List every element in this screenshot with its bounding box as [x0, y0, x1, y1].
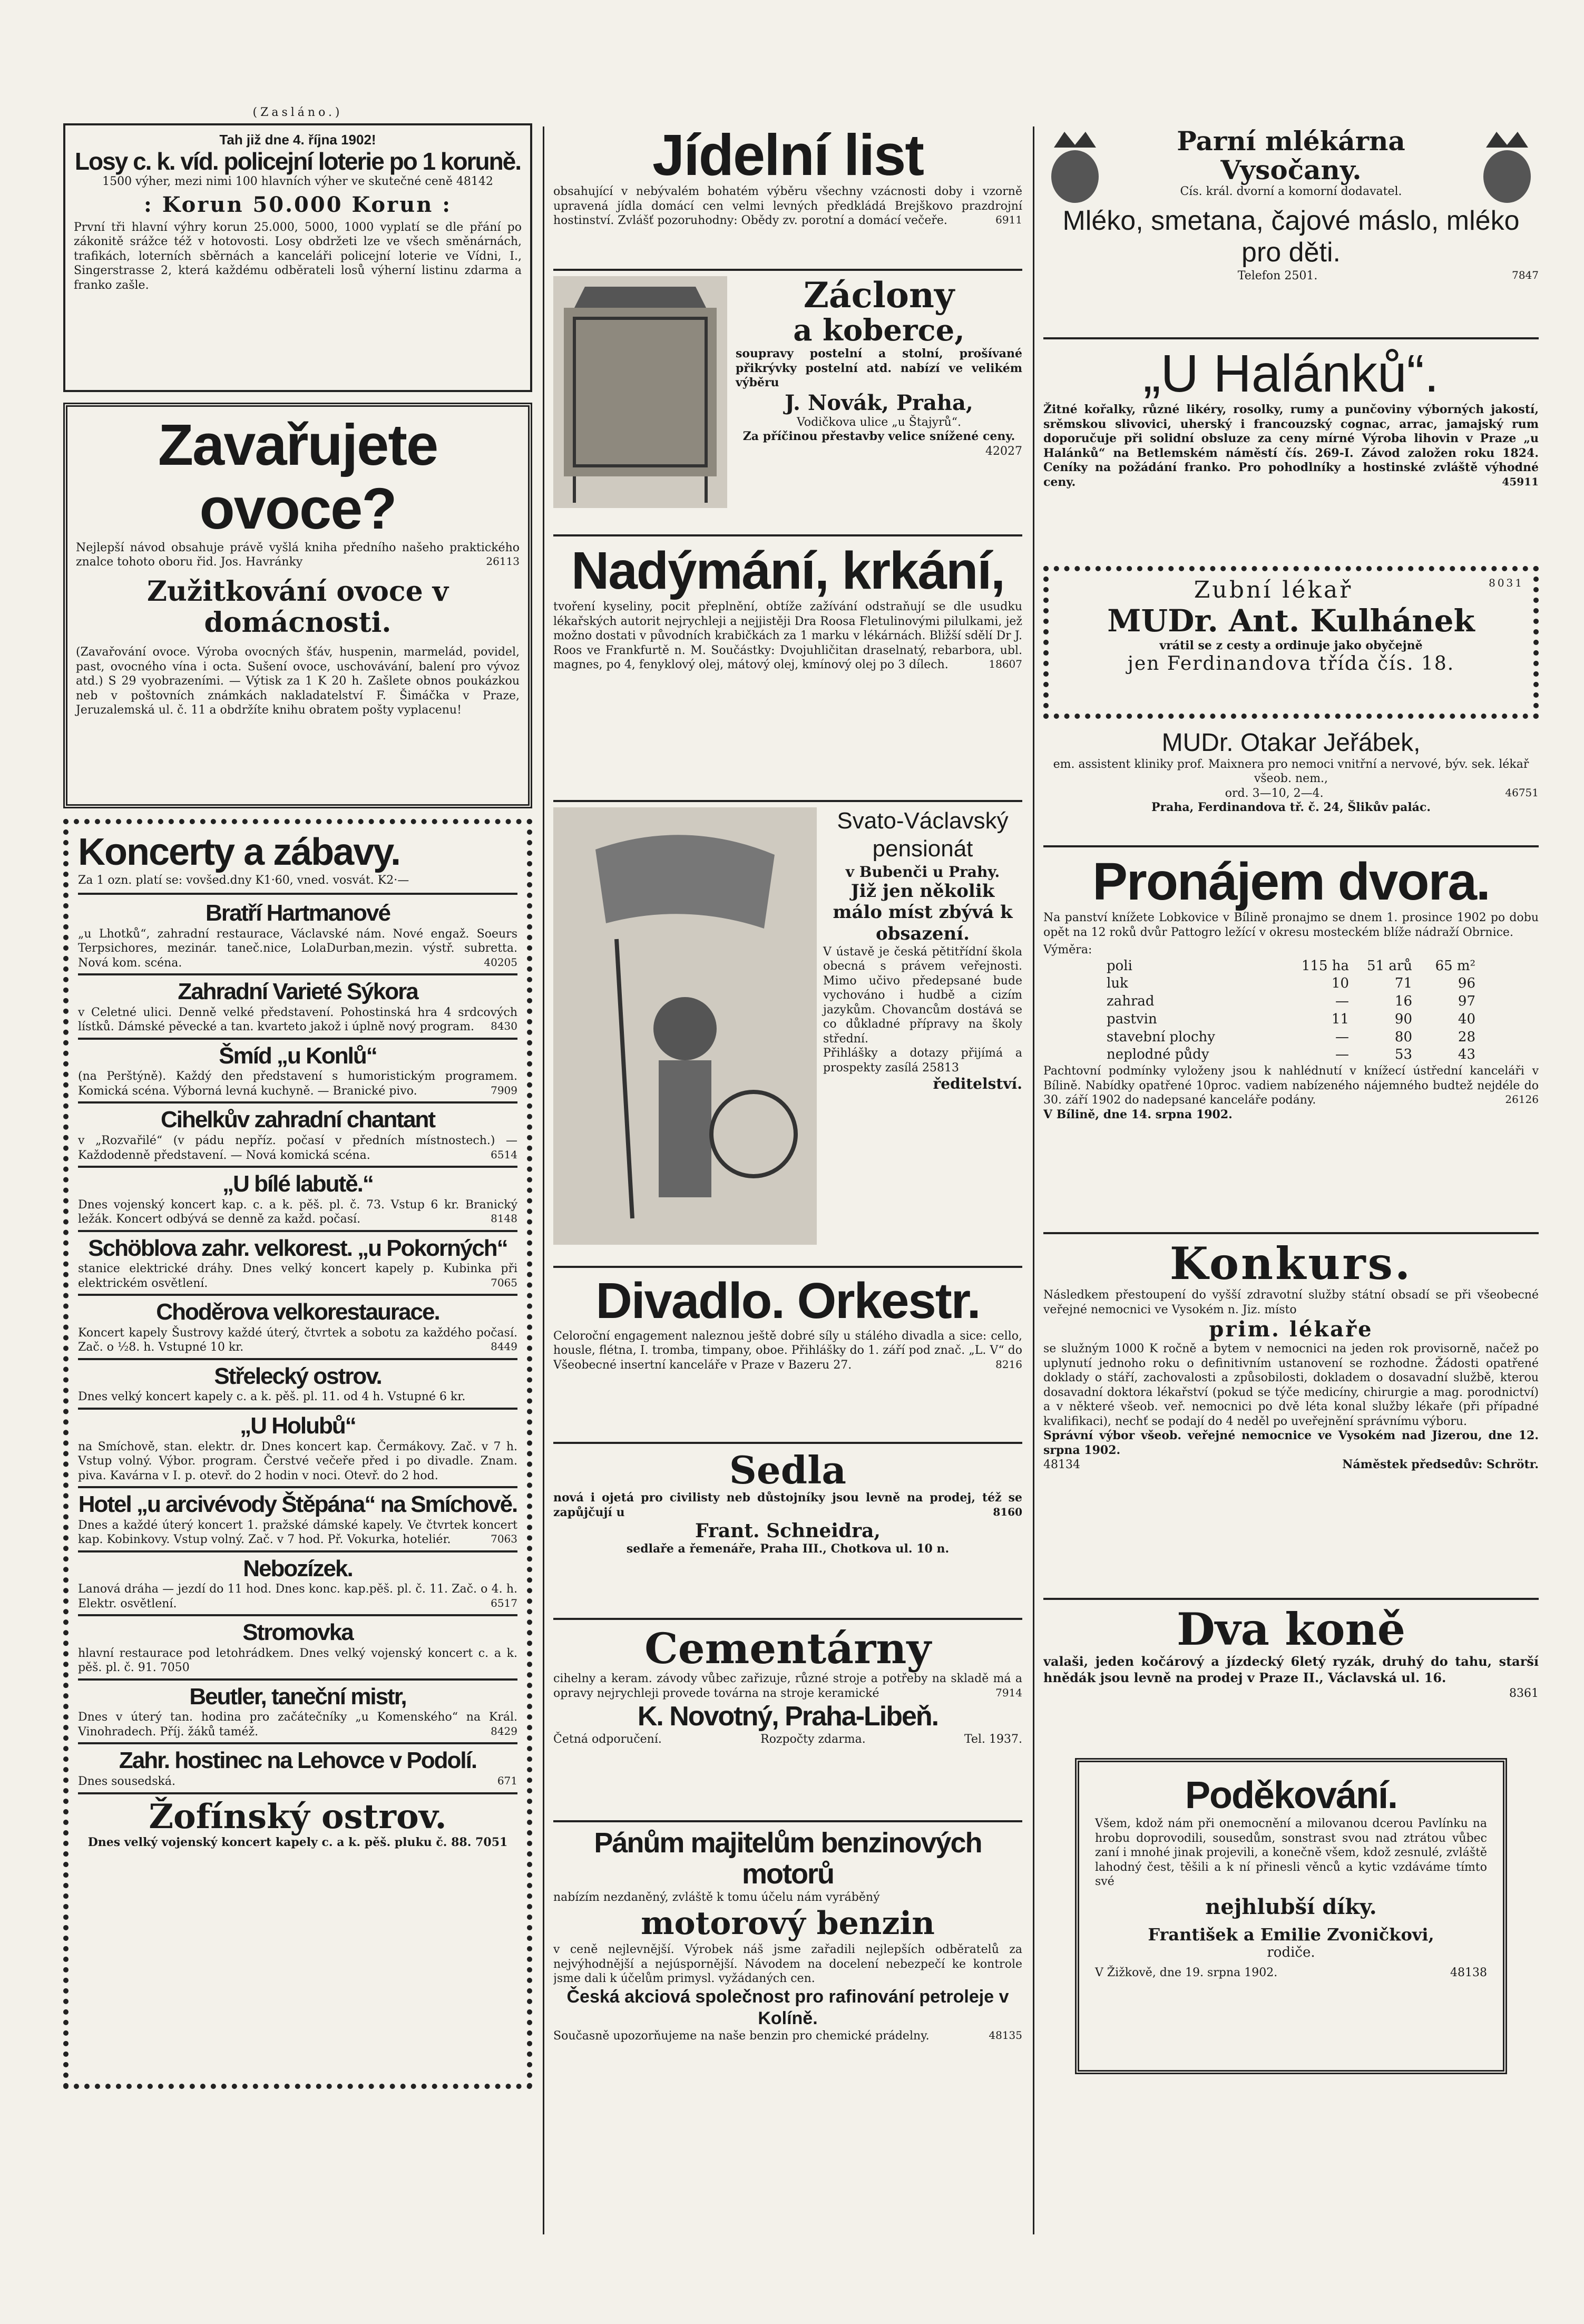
konkurs-post: prim. lékaře — [1209, 1317, 1373, 1342]
nadymani-body: tvoření kyseliny, pocit přeplnění, obtíže zažívání odstraňují se dle usudku lékařských autorit nejrychleji a nejjistěji Dra Roosa Fletulinovými pilulkami, jež možno dostati v původních krabičkách za 1 marku v lékárnách. Bližší sdělí Dr J. Roos ve Frankfurtě n. M. Součástky: Dvojuhličitan draselnatý, rebarbora, ubl. magnes, po 4, fenyklový olej, mátový olej, kmínový olej po 3 dílech. 18607 — [553, 600, 1022, 671]
ad-pensionat — [553, 807, 1022, 1255]
mlekarna-sub: Cís. král. dvorní a komorní dodavatel. — [1180, 185, 1402, 198]
ad-losy — [63, 123, 532, 392]
pensionat-title: Svato-Václavský pensionát — [837, 808, 1009, 862]
vymera-row: neplodné půdy — 53 43 — [1107, 1047, 1475, 1063]
divadlo-body: Celoroční engagement naleznou ještě dobré síly u stálého divadla a sice: cello, housle, flétna, I. tromba, timpany, oboe. Přihlášky do 1. září pod znač. „L. V“ do Všeobecné insertní kanceláře v Praze v Bazeru 27. 8216 — [553, 1329, 1022, 1372]
ad-benzin — [553, 1828, 1022, 2123]
pensionat-body: V ústavě je česká pětitřídní škola obecná s právem veřejnosti. Mimo učivo předepsané bude vychováno i hudbě a cizím jazykům. Chovancům dostává se co důkladné přípravy na školy střední. — [823, 945, 1022, 1046]
ad-dvur — [1043, 853, 1539, 1222]
column-3 — [1043, 105, 1539, 2074]
koncert-item-text: stanice elektrické dráhy. Dnes velký koncert kapely p. Kubinka při elektrickém osvětlení. 7065 — [78, 1262, 517, 1290]
jerabek-name: MUDr. Otakar Jeřábek, — [1161, 729, 1421, 757]
divider — [553, 534, 1022, 536]
ad-mlekarna — [1043, 126, 1539, 327]
koncert-item-name: Nebozízek. — [243, 1555, 353, 1581]
divider — [78, 1792, 517, 1794]
konkurs-sign: Správní výbor všeob. veřejné nemocnice ve Vysokém nad Jizerou, dne 12. srpna 1902. — [1043, 1429, 1539, 1457]
pensionat-text — [823, 807, 1022, 1255]
zaclony-addr: Vodičkova ulice „u Štajyrů“. — [796, 415, 961, 429]
koncert-item-name: Cihelkův zahradní chantant — [160, 1107, 435, 1133]
koncert-item-name: Zahr. hostinec na Lehovce v Podolí. — [119, 1747, 477, 1774]
dvur-label: Výměra: — [1043, 943, 1092, 956]
koncert-item-text: hlavní restaurace pod letohrádkem. Dnes velký vojenský koncert c. a k. pěš. pl. č. 91. 7050 — [78, 1646, 517, 1675]
divider — [78, 1678, 517, 1681]
zubni-mid: vrátil se z cesty a ordinuje jako obyčejně — [1159, 638, 1423, 652]
zaslano-label: (Zasláno.) — [252, 106, 343, 119]
ovoce-intro: Nejlepší návod obsahuje právě vyšlá kniha předního našeho praktického znalce tohoto oboru řid. Jos. Havránky 26113 — [76, 541, 520, 569]
divider — [78, 1166, 517, 1168]
jidelni-body: obsahující v nebývalém bohatém výběru všechny vzácnosti doby i vzorně upravená jídla domácí cen velmi levných předkládá Brejškovo prazdrojní hostinství. Zvlášť pozoruhodny: Obědy zv. porotní a domácí večeře. 6911 — [553, 185, 1022, 227]
carpet-illustration — [553, 276, 727, 508]
kone-code: 8361 — [1509, 1686, 1539, 1700]
ad-sedla — [553, 1449, 1022, 1607]
cementarny-foot: Četná odporučení. Rozpočty zdarma. Tel. 1937. — [553, 1733, 1022, 1746]
divider — [78, 1614, 517, 1616]
divadlo-title: Divadlo. Orkestr. — [595, 1273, 980, 1329]
divider — [78, 973, 517, 975]
koncert-item — [78, 979, 517, 1040]
zaclony-title2: a koberce, — [793, 313, 965, 348]
crown-emblem-icon — [1043, 126, 1107, 206]
zaclony-note: Za příčinou přestavby velice snížené ceny. — [742, 429, 1015, 444]
divider — [78, 1486, 517, 1488]
jerabek-addr: Praha, Ferdinandova tř. č. 24, Šlikův palác. — [1151, 800, 1431, 815]
divider — [553, 1266, 1022, 1268]
konkurs-body2: se služným 1000 K ročně a bytem v nemocnici na jeden rok provisorně, načež po uplynutí jednoho roku o definitivním ustanovení se rozhodne. Žádosti opatřené doklady o stáří, zachovalosti a způsobilosti, dokladem o dosavadní službě, kterou dosavadní doktora lékařství (pokud se týče medicíny, chirurgie a mag. porodnictví) a v některé všeob. veř. nemocnici po dvě léta konal služby lékaře (při případné kvalifikaci), nechť se podají do 4 neděl po uveřejnění správnímu výboru. — [1043, 1342, 1539, 1428]
vymera-row: luk 10 71 96 — [1107, 975, 1475, 992]
ovoce-title: Zavařujete ovoce? — [158, 412, 438, 541]
koncert-item-text: v „Rozvařilé“ (v pádu nepříz. počasí v předních místnostech.) — Každodenně představení. — Nová komická scéna. 6514 — [78, 1134, 517, 1162]
zaclony-firm: J. Novák, Praha, — [785, 390, 973, 415]
column-1 — [63, 105, 532, 2100]
benzin-title1: Pánům majitelům benzinových motorů — [594, 1828, 982, 1890]
konkurs-foot: 48134 Náměstek předsedův: Schrötr. — [1043, 1458, 1539, 1472]
ad-konkurs — [1043, 1239, 1539, 1587]
ad-nadymani — [553, 542, 1022, 789]
divider — [553, 1820, 1022, 1822]
jidelni-title: Jídelní list — [652, 126, 923, 188]
sedla-firm: Frant. Schneidra, — [695, 1520, 881, 1542]
koncerty-price: Za 1 ozn. platí se: vovšed.dny K1·60, vned. vosvát. K2·— — [78, 873, 409, 887]
podekovani-thanks: nejhlubší díky. — [1205, 1894, 1377, 1919]
halanku-body: Žitné kořalky, různé likéry, rosolky, rumy a punčoviny výborných jakostí, srěmskou slivovici, uherský i francouzský cognac, arrac, jamajský rum doporučuje při solidní obsluze za ceny mírné Výroba lihovin v Praze „u Halánků“ na Betlemském náměstí čís. 269-I. Závod založen roku 1824. Ceníky na požádání franko. Pro pohodlníky a hostinské zvláště výhodné ceny. 45911 — [1043, 403, 1539, 489]
koncert-item-text: Dnes v úterý tan. hodina pro začátečníky „u Komenského“ na Král. Vinohradech. Příj. žáků taméž. 8429 — [78, 1711, 517, 1739]
divider — [78, 1550, 517, 1552]
pensionat-lead: Již jen několik málo míst zbývá k obsazení. — [833, 880, 1013, 945]
koncert-item-text: Dnes velký koncert kapely c. a k. pěš. pl. 11. od 4 h. Vstupné 6 kr. — [78, 1390, 466, 1404]
ad-jerabek — [1043, 729, 1539, 835]
zaclony-text — [736, 276, 1022, 524]
vymera-row: pastvin 11 90 40 — [1107, 1011, 1475, 1027]
koncert-item — [78, 1043, 517, 1104]
podekovani-title: Poděkování. — [1185, 1774, 1397, 1817]
koncert-item — [78, 1619, 517, 1681]
konkurs-title: Konkurs. — [1169, 1239, 1413, 1290]
dvur-intro: Na panství knížete Lobkovice v Bílině pronajmo se dnem 1. prosince 1902 po dobu opět na 12 roků dvůr Pattogro ležící v okresu mosteckém blíže nádraží Obrnice. — [1043, 911, 1539, 939]
pensionat-note: Přihlášky a dotazy přijímá a prospekty zasílá 25813 — [823, 1047, 1022, 1075]
benzin-body2: v ceně nejlevnější. Výrobek náš jsme zařadili nejlepších odběratelů za nejvýhodnější a nejúspornější. Návodem na docelení nebezpečí ke kontrole jsme dali k účelům primysl. vyžádaných cen. — [553, 1943, 1022, 1986]
divider — [78, 1358, 517, 1360]
ad-halanku — [1043, 345, 1539, 555]
ad-ovoce — [63, 403, 532, 808]
koncert-item-text: Dnes a každé úterý koncert 1. pražské dámské kapely. Ve čtvrtek koncert kap. Kobinkovy. Vstup volný. Zač. v 7 hod. Př. Vokurka, hoteliér. 7063 — [78, 1518, 517, 1547]
benzin-title2: motorový benzin — [641, 1905, 935, 1942]
pensionat-illustration — [553, 807, 817, 1245]
halanku-title: „U Halánků“. — [1143, 345, 1439, 403]
zofin-text: Dnes velký vojenský koncert kapely c. a k. pěš. pluku č. 88. 7051 — [87, 1835, 508, 1849]
sedla-body: nová i ojetá pro civilisty neb důstojníky jsou levně na prodej, též se zapůjčují u 8160 — [553, 1491, 1022, 1519]
mlekarna-line: Mléko, smetana, čajové máslo, mléko pro děti. — [1062, 206, 1520, 268]
losy-line1: 1500 výher, mezi nimi 100 hlavních výher ve skutečné ceně 48142 — [102, 175, 493, 189]
nadymani-title: Nadýmání, krkání, — [571, 542, 1004, 600]
ovoce-book: Zužitkování ovoce v domácnosti. — [147, 575, 448, 639]
ad-zaclony — [553, 276, 1022, 524]
jerabek-body: em. assistent kliniky prof. Maixnera pro nemoci vnitřní a nervové, býv. sek. lékař všeob. nem., — [1053, 757, 1529, 786]
zubni-addr: jen Ferdinandova třída čís. 18. — [1127, 653, 1455, 675]
zaclony-code: 42027 — [985, 444, 1022, 458]
sedla-addr: sedlaře a řemenáře, Praha III., Chotkova ul. 10 n. — [626, 1542, 950, 1556]
divider — [553, 1442, 1022, 1444]
pensionat-sign: ředitelství. — [933, 1075, 1022, 1093]
koncert-item-text: v Celetné ulici. Denně velké představení. Pohostinská hra 4 srdcových lístků. Dámské pěvecké a tan. kvarteto jakož i úplně nový program. 8430 — [78, 1005, 517, 1034]
koncert-item-name: Bratří Hartmanové — [206, 900, 390, 926]
dvur-table — [1107, 958, 1539, 1065]
kone-body: valaši, jeden kočárový a jízdecký 6letý ryzák, druhý do tahu, starší hnědák jsou levně na prodej v Praze II., Václavská ul. 16. — [1043, 1654, 1539, 1686]
divider — [553, 1618, 1022, 1620]
losy-body: První tři hlavní výhry korun 25.000, 5000, 1000 vyplatí se dle přání po zákonitě srážce též v hotovosti. Losy obdržeti lze ve všech směnárnách, trafikách, loterních sběrnách a kanceláři policejní loterie ve Vídni, I., Singerstrasse 2, která každému odběrateli losů výherní listinu zdarma a franko zašle. — [74, 220, 522, 292]
ad-zubni — [1043, 566, 1539, 719]
cementarny-firm: K. Novotný, Praha-Libeň. — [637, 1701, 938, 1732]
koncert-item — [78, 1107, 517, 1168]
divider — [1043, 1598, 1539, 1600]
column-rule — [1033, 126, 1034, 2234]
benzin-note: Současně upozorňujeme na naše benzin pro chemické prádelny. 48135 — [553, 2029, 1022, 2043]
dvur-date: V Bílině, dne 14. srpna 1902. — [1043, 1107, 1233, 1121]
koncert-item-name: Střelecký ostrov. — [214, 1363, 382, 1389]
divider — [553, 269, 1022, 271]
koncert-item-name: „U Holubů“ — [240, 1412, 356, 1439]
koncert-item — [78, 1363, 517, 1410]
divider — [78, 1230, 517, 1232]
koncert-item — [78, 1684, 517, 1745]
koncerty-title: Koncerty a zábavy. — [78, 831, 400, 873]
column-rule — [543, 126, 544, 2234]
podekovani-role: rodiče. — [1267, 1944, 1315, 1960]
benzin-body1: nabízím nezdaněný, zvláště k tomu účelu nám vyráběný — [553, 1890, 880, 1904]
pensionat-place: v Bubenči u Prahy. — [845, 863, 1000, 881]
koncert-item-name: Schöblova zahr. velkorest. „u Pokorných“ — [88, 1235, 507, 1261]
koncerty-list — [78, 900, 517, 1794]
konkurs-body1: Následkem přestoupení do vyšší zdravotní služby státní obsadí se při všeobecné veřejné nemocnici ve Vysokém n. Jiz. místo — [1043, 1288, 1539, 1316]
mlekarna-title1: Parní mlékárna — [1177, 126, 1405, 157]
podekovani-names: František a Emilie Zvoničkovi, — [1148, 1924, 1434, 1945]
koncert-item — [78, 1747, 517, 1794]
cementarny-body: cihelny a keram. závody vůbec zařizuje, různé stroje a potřeby na skladě má a opravy nejrychleji provede továrna na stroje keramické 7914 — [553, 1672, 1022, 1700]
losy-date: Tah již dne 4. října 1902! — [219, 131, 376, 148]
podekovani-foot: V Žižkově, dne 19. srpna 1902. 48138 — [1095, 1966, 1487, 1979]
divider — [78, 1408, 517, 1410]
mlekarna-tel: Telefon 2501. 7847 — [1237, 268, 1539, 282]
koncert-item — [78, 900, 517, 975]
ad-cementarny — [553, 1625, 1022, 1810]
sedla-title: Sedla — [729, 1449, 847, 1492]
crown-emblem-icon — [1475, 126, 1539, 206]
divider — [1043, 1232, 1539, 1234]
losy-big: : Korun 50.000 Korun : — [144, 192, 452, 217]
koncert-item-name: Beutler, taneční mistr, — [189, 1683, 406, 1710]
koncert-item-text: Lanová dráha — jezdí do 11 hod. Dnes konc. kap.pěš. pl. č. 11. Zač. o 4. h. Elektr. osvětlení. 6517 — [78, 1583, 517, 1610]
ad-kone — [1043, 1605, 1539, 1737]
benzin-firm: Česká akciová společnost pro rafinování petroleje v Kolíně. — [566, 1986, 1009, 2028]
dvur-body: Pachtovní podmínky vyloženy jsou k nahlédnutí v knížecí ústřední kanceláři v Bílině. Nabídky opatřené 10proc. vadiem nabízeného nájemného budtež nejdéle do 30. září 1902 do nadepsané kanceláře podány. 26126 — [1043, 1065, 1539, 1107]
divider — [1043, 845, 1539, 847]
kone-title: Dva koně — [1176, 1605, 1406, 1655]
koncert-item-name: Hotel „u arcivévody Štěpána“ na Smíchově. — [78, 1491, 517, 1518]
koncert-item-name: Choděrova velkorestaurace. — [156, 1299, 439, 1325]
ovoce-body: (Zavařování ovoce. Výroba ovocných šťáv, huspenin, marmelád, povidel, past, ovocného vína i octa. Sušení ovoce, uschovávání, balení pro vývoz atd.) S 29 vyobrazeními. — Výtisk za 1 K 20 h. Zašlete obnos poukázkou neb v poštovních známkách nakladatelství F. Šimáčka v Praze, Jeruzalemská ul. č. 11 a obdržíte knihu obratem pošty vyplacenu! — [76, 646, 520, 717]
zofin-title: Žofínský ostrov. — [149, 1796, 447, 1837]
mlekarna-title2: Vysočany. — [1220, 154, 1362, 185]
podekovani-body: Všem, kdož nám při onemocnění a milovanou dcerou Pavlínku na hrobu doprovodili, sousedům, sonstrast svou nad ztrátou vůbec zaní i mnohé jinak projevili, a konečně všem, kdož zesnulé, zvláště lahodný čest, těšili a k ní přinesli věnců a kytic vzdáváme tímto své — [1095, 1817, 1487, 1889]
zubni-line1: Zubní lékař 8031 — [1194, 577, 1524, 603]
divider — [78, 1101, 517, 1104]
koncert-item — [78, 1235, 517, 1296]
divider — [78, 1742, 517, 1744]
ad-koncerty — [63, 819, 532, 2089]
koncert-item — [78, 1299, 517, 1360]
ad-jidelni — [553, 126, 1022, 258]
jerabek-ord: ord. 3—10, 2—4. 46751 — [1225, 786, 1539, 800]
divider — [1043, 337, 1539, 339]
dvur-title: Pronájem dvora. — [1092, 853, 1490, 911]
koncert-item-name: Zahradní Varieté Sýkora — [178, 979, 418, 1005]
losy-title: Losy c. k. víd. policejní loterie po 1 koruně. — [74, 147, 521, 175]
divider — [78, 1294, 517, 1296]
koncert-item-text: Koncert kapely Šustrovy každé úterý, čtvrtek a sobotu za každého počasí. Zač. o ½8. h. Vstupné 10 kr. 8449 — [78, 1326, 517, 1354]
ad-divadlo — [553, 1273, 1022, 1431]
zaclony-body: soupravy postelní a stolní, prošívané přikrývky postelní atd. nabízí ve velikém výběru — [736, 347, 1022, 390]
koncert-item — [78, 1171, 517, 1232]
koncert-item-text: (na Perštýně). Každý den představení s humoristickým programem. Komická scéna. Výborná levná kuchyně. — Branické pivo. 7909 — [78, 1070, 517, 1098]
divider — [78, 893, 517, 895]
koncert-item-name: Šmíd „u Konlů“ — [219, 1042, 377, 1069]
cementarny-title: Cementárny — [644, 1625, 931, 1673]
ad-podekovani — [1075, 1758, 1507, 2074]
vymera-row: zahrad — 16 97 — [1107, 993, 1475, 1010]
koncert-item-text: na Smíchově, stan. elektr. dr. Dnes koncert kap. Čermákovy. Zač. v 7 h. Vstup volný. Výbor. program. Čerstvé večeře před i po divadle. Znam. piva. Kavárna v I. p. otevř. do 2 hodin v noci. Otevř. do 2 hod. — [78, 1440, 517, 1482]
zaclony-title1: Záclony — [803, 276, 955, 316]
zubni-name: MUDr. Ant. Kulhánek — [1107, 603, 1475, 639]
koncert-item-text: Dnes sousedská. 671 — [78, 1774, 517, 1788]
koncert-item-name: Stromovka — [242, 1619, 353, 1646]
vymera-row: stavební plochy — 80 28 — [1107, 1029, 1475, 1045]
koncert-item-name: „U bílé labutě.“ — [222, 1171, 373, 1197]
divider — [553, 800, 1022, 802]
koncert-item-text: Dnes vojenský koncert kap. c. a k. pěš. pl. č. 73. Vstup 6 kr. Branický ležák. Koncert odbývá se denně za každ. počasí. 8148 — [78, 1198, 517, 1226]
divider — [78, 1038, 517, 1040]
column-2 — [553, 105, 1022, 2133]
vymera-row: poli 115 ha 51 arů 65 m² — [1107, 958, 1475, 974]
koncert-item — [78, 1556, 517, 1617]
koncert-item — [78, 1491, 517, 1552]
koncert-item-text: „u Lhotků“, zahradní restaurace, Václavské nám. Nové engaž. Soeurs Terpsichores, mezinár. taneč.nice, LolaDurban,mezin. výstř. subretta. Nová kom. scéna. 40205 — [78, 927, 517, 970]
koncert-item — [78, 1413, 517, 1488]
newspaper-page — [63, 105, 1539, 2266]
